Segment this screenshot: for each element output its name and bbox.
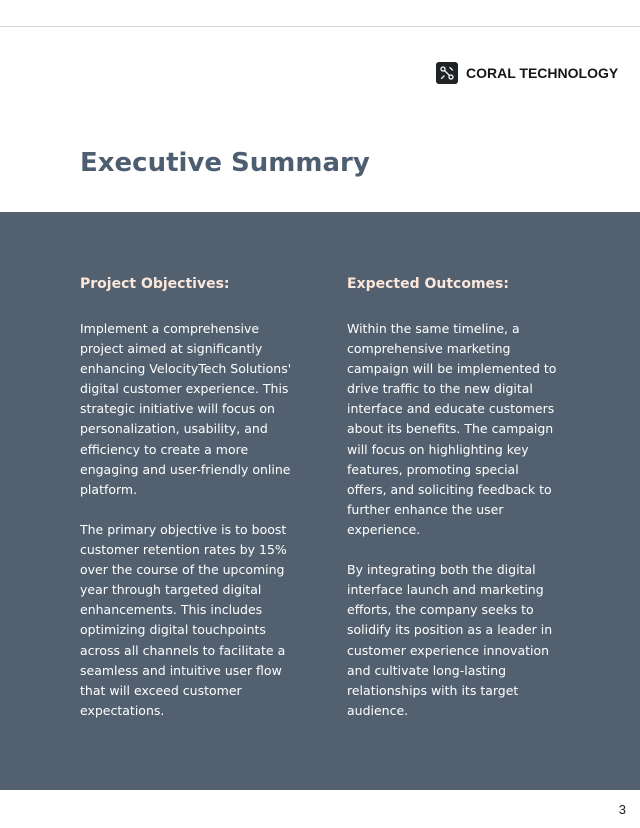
summary-panel	[0, 212, 640, 790]
brand-name: CORAL TECHNOLOGY	[466, 65, 619, 81]
top-rule	[0, 26, 640, 27]
outcomes-column	[347, 274, 562, 721]
objectives-column	[80, 274, 295, 721]
objectives-paragraph: Implement a comprehensive project aimed at significantly enhancing VelocityTech Solutions' digital customer experience. This strategic initiative will focus on personalization, usability, and efficiency to create a more engaging and user-friendly online platform.	[80, 321, 292, 497]
page-number: 3	[618, 802, 626, 817]
network-nodes-icon	[436, 62, 458, 84]
outcomes-paragraph: By integrating both the digital interface launch and marketing efforts, the company seeks to solidify its position as a leader in customer experience innovation and cultivate long-lasting relationships with its target audience.	[347, 562, 553, 718]
page-title: Executive Summary	[80, 148, 370, 178]
objectives-heading: Project Objectives:	[80, 276, 230, 292]
brand-header	[436, 62, 618, 84]
outcomes-body	[347, 319, 562, 721]
objectives-body	[80, 319, 295, 721]
outcomes-paragraph: Within the same timeline, a comprehensive marketing campaign will be implemented to drive traffic to the new digital interface and educate customers about its benefits. The campaign will focus on highlighting key features, promoting special offers, and soliciting feedback to further enhance the user experience.	[347, 321, 557, 537]
outcomes-heading: Expected Outcomes:	[347, 276, 509, 292]
objectives-paragraph: The primary objective is to boost customer retention rates by 15% over the course of the upcoming year through targeted digital enhancements. This includes optimizing digital touchpoints across all channels to facilitate a seamless and intuitive user flow that will exceed customer expectations.	[80, 521, 287, 718]
